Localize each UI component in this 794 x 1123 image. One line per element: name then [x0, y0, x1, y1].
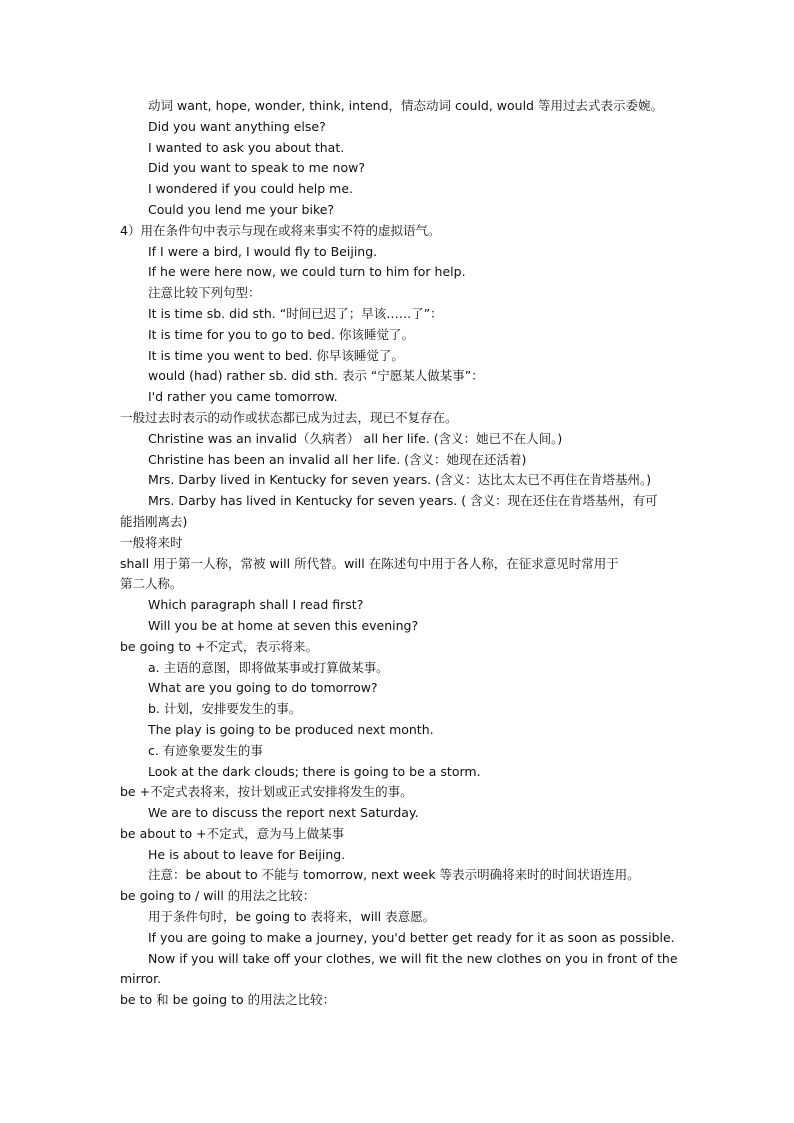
example-sentence: He is about to leave for Beijing.	[148, 846, 346, 862]
example-sentence: The play is going to be produced next month.	[148, 721, 434, 737]
example-sentence: Could you lend me your bike?	[148, 201, 335, 217]
example-sentence: I'd rather you came tomorrow.	[148, 389, 338, 405]
text-line: shall 用于第一人称，常被 will 所代替。will 在陈述句中用于各人称，在征求意见时常用于	[120, 555, 619, 571]
example-sentence: Did you want anything else?	[148, 118, 326, 134]
document-body	[120, 96, 678, 1011]
example-sentence: Christine was an invalid（久病者） all her life. (含义：她已不在人间。)	[148, 430, 563, 446]
pattern-line: would (had) rather sb. did sth. 表示 “宁愿某人做某事”：	[148, 368, 484, 384]
example-sentence: It is time for you to go to bed. 你该睡觉了。	[148, 326, 414, 342]
section-heading: 一般将来时	[120, 534, 183, 550]
note-line: 注意比较下列句型：	[148, 285, 261, 301]
list-item: a. 主语的意图，即将做某事或打算做某事。	[148, 659, 389, 675]
example-sentence: I wondered if you could help me.	[148, 181, 353, 197]
list-item: c. 有迹象要发生的事	[148, 742, 263, 758]
example-sentence: Which paragraph shall I read first?	[148, 597, 364, 613]
section-heading: 4）用在条件句中表示与现在或将来事实不符的虚拟语气。	[120, 222, 441, 238]
text-line: 第二人称。	[120, 576, 183, 592]
example-sentence: Look at the dark clouds; there is going to be a storm.	[148, 763, 481, 779]
example-sentence: If you are going to make a journey, you'd better get ready for it as soon as possible.	[148, 929, 675, 945]
example-sentence: If he were here now, we could turn to him for help.	[148, 264, 466, 280]
example-sentence: Did you want to speak to me now?	[148, 160, 365, 176]
section-heading: 一般过去时表示的动作或状态都已成为过去，现已不复存在。	[120, 409, 458, 425]
text-line: 动词 want, hope, wonder, think, intend，情态动词 could, would 等用过去式表示委婉。	[148, 98, 663, 113]
text-line: 能指刚离去)	[120, 513, 188, 529]
note-line: 用于条件句时，be going to 表将来，will 表意愿。	[148, 909, 436, 925]
example-sentence: I wanted to ask you about that.	[148, 139, 345, 155]
example-sentence: If I were a bird, I would fly to Beijing.	[148, 243, 378, 259]
example-sentence: Christine has been an invalid all her life. (含义：她现在还活着)	[148, 451, 527, 467]
example-sentence: Will you be at home at seven this evening?	[148, 617, 419, 633]
example-sentence: We are to discuss the report next Saturday.	[148, 805, 419, 821]
section-heading: be about to +不定式，意为马上做某事	[120, 825, 345, 841]
section-heading: be going to +不定式，表示将来。	[120, 638, 318, 654]
example-sentence: It is time you went to bed. 你早该睡觉了。	[148, 347, 404, 363]
example-sentence: Mrs. Darby has lived in Kentucky for seven years. ( 含义：现在还住在肯塔基州，有可	[148, 493, 658, 509]
section-heading: be to 和 be going to 的用法之比较：	[120, 992, 336, 1008]
section-heading: be going to / will 的用法之比较：	[120, 888, 316, 904]
section-heading: be +不定式表将来，按计划或正式安排将发生的事。	[120, 784, 413, 800]
example-sentence: Now if you will take off your clothes, we will fit the new clothes on you in front of the	[148, 950, 678, 966]
pattern-line: It is time sb. did sth. “时间已迟了；早该……了”：	[148, 305, 443, 321]
note-line: 注意：be about to 不能与 tomorrow, next week 等表示明确将来时的时间状语连用。	[148, 867, 640, 883]
example-sentence: Mrs. Darby lived in Kentucky for seven years. (含义：达比太太已不再住在肯塔基州。)	[148, 472, 652, 488]
text-line: mirror.	[120, 971, 162, 987]
example-sentence: What are you going to do tomorrow?	[148, 680, 378, 696]
list-item: b. 计划，安排要发生的事。	[148, 701, 302, 717]
